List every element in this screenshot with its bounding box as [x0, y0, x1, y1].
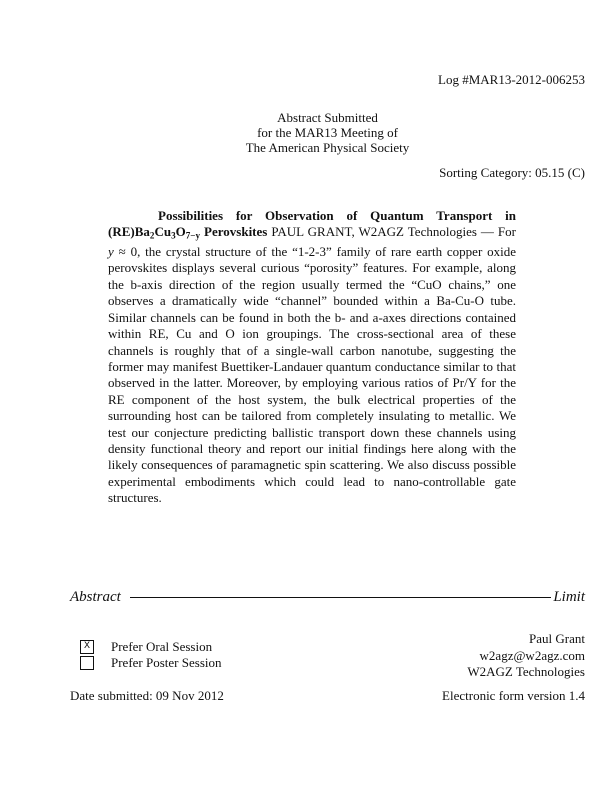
divider-rule — [130, 597, 551, 598]
form-version: Electronic form version 1.4 — [442, 688, 585, 703]
abstract-limit-divider — [70, 589, 585, 606]
submitter-affiliation: W2AGZ Technologies — [467, 664, 585, 679]
abstract-text-segment: 2 — [149, 230, 155, 241]
submitter-name: Paul Grant — [529, 631, 585, 646]
option-poster-session — [80, 655, 222, 671]
abstract-text-segment: 3 — [171, 230, 176, 241]
submitter-block — [467, 631, 585, 681]
abstract-text-segment: y — [108, 244, 114, 260]
poster-session-label: Prefer Poster Session — [111, 655, 222, 670]
option-oral-session — [80, 639, 222, 655]
abstract-text-segment: Possibilities for Observation of Quantum Transport in (RE)Ba — [108, 208, 516, 240]
submitter-email: w2agz@w2agz.com — [479, 647, 585, 663]
abstract-text-segment: Perovskites — [200, 224, 268, 240]
abstract-paragraph — [108, 208, 516, 507]
header-line-society: The American Physical Society — [245, 140, 410, 155]
session-options — [80, 639, 222, 671]
abstract-text-segment: 7−y — [185, 230, 201, 241]
sorting-category: Sorting Category: 05.15 (C) — [439, 165, 585, 180]
abstract-text-segment: PAUL GRANT, W2AGZ Technologies — For — [267, 224, 516, 240]
oral-session-checkbox — [80, 640, 94, 654]
header-line-abstract-submitted: Abstract Submitted — [277, 110, 378, 125]
poster-session-checkbox — [80, 656, 94, 670]
abstract-text-segment: O — [175, 224, 186, 240]
divider-abstract-label: Abstract — [70, 589, 121, 605]
oral-session-label: Prefer Oral Session — [111, 639, 213, 654]
divider-limit-label: Limit — [553, 589, 585, 605]
abstract-text-segment: ≈ 0, the crystal structure of the “1-2-3” family of rare earth copper oxide perovskites displays several curious “porosity” features. For example, along the b-axis direction of the region usually termed the “CuO chains,” one observes a dramatically wide “channel” bounded within a Ba-Cu-O tube. Similar channels can be found in both the b- and a-axes directions contained within RE, Cu and O ion groupings. The cross-sectional area of these channels is roughly that of a single-wall carbon nanotube, suggesting the former may manifest Buettiker-Landauer quantum conductance similar to that observed in the latter. Moreover, by employing various ratios of Pr/Y for the RE component of the host system, the bulk electrical properties of the surrounding host can be tailored from completely insulating to metallic. We test our conjecture predicting ballistic transport down these channels using density functional theory and report our initial findings here along with the likely consequences of paramagnetic spin scattering. We also discuss possible experimental embodiments which could lead to nano-controllable gate structures. — [108, 244, 516, 506]
date-submitted: Date submitted: 09 Nov 2012 — [70, 688, 224, 703]
submission-header — [70, 110, 585, 155]
abstract-text-segment: Cu — [154, 224, 172, 240]
header-line-meeting: for the MAR13 Meeting of — [257, 125, 398, 140]
oral-session-check-mark: X — [83, 641, 90, 652]
log-number: Log #MAR13-2012-006253 — [438, 72, 585, 87]
